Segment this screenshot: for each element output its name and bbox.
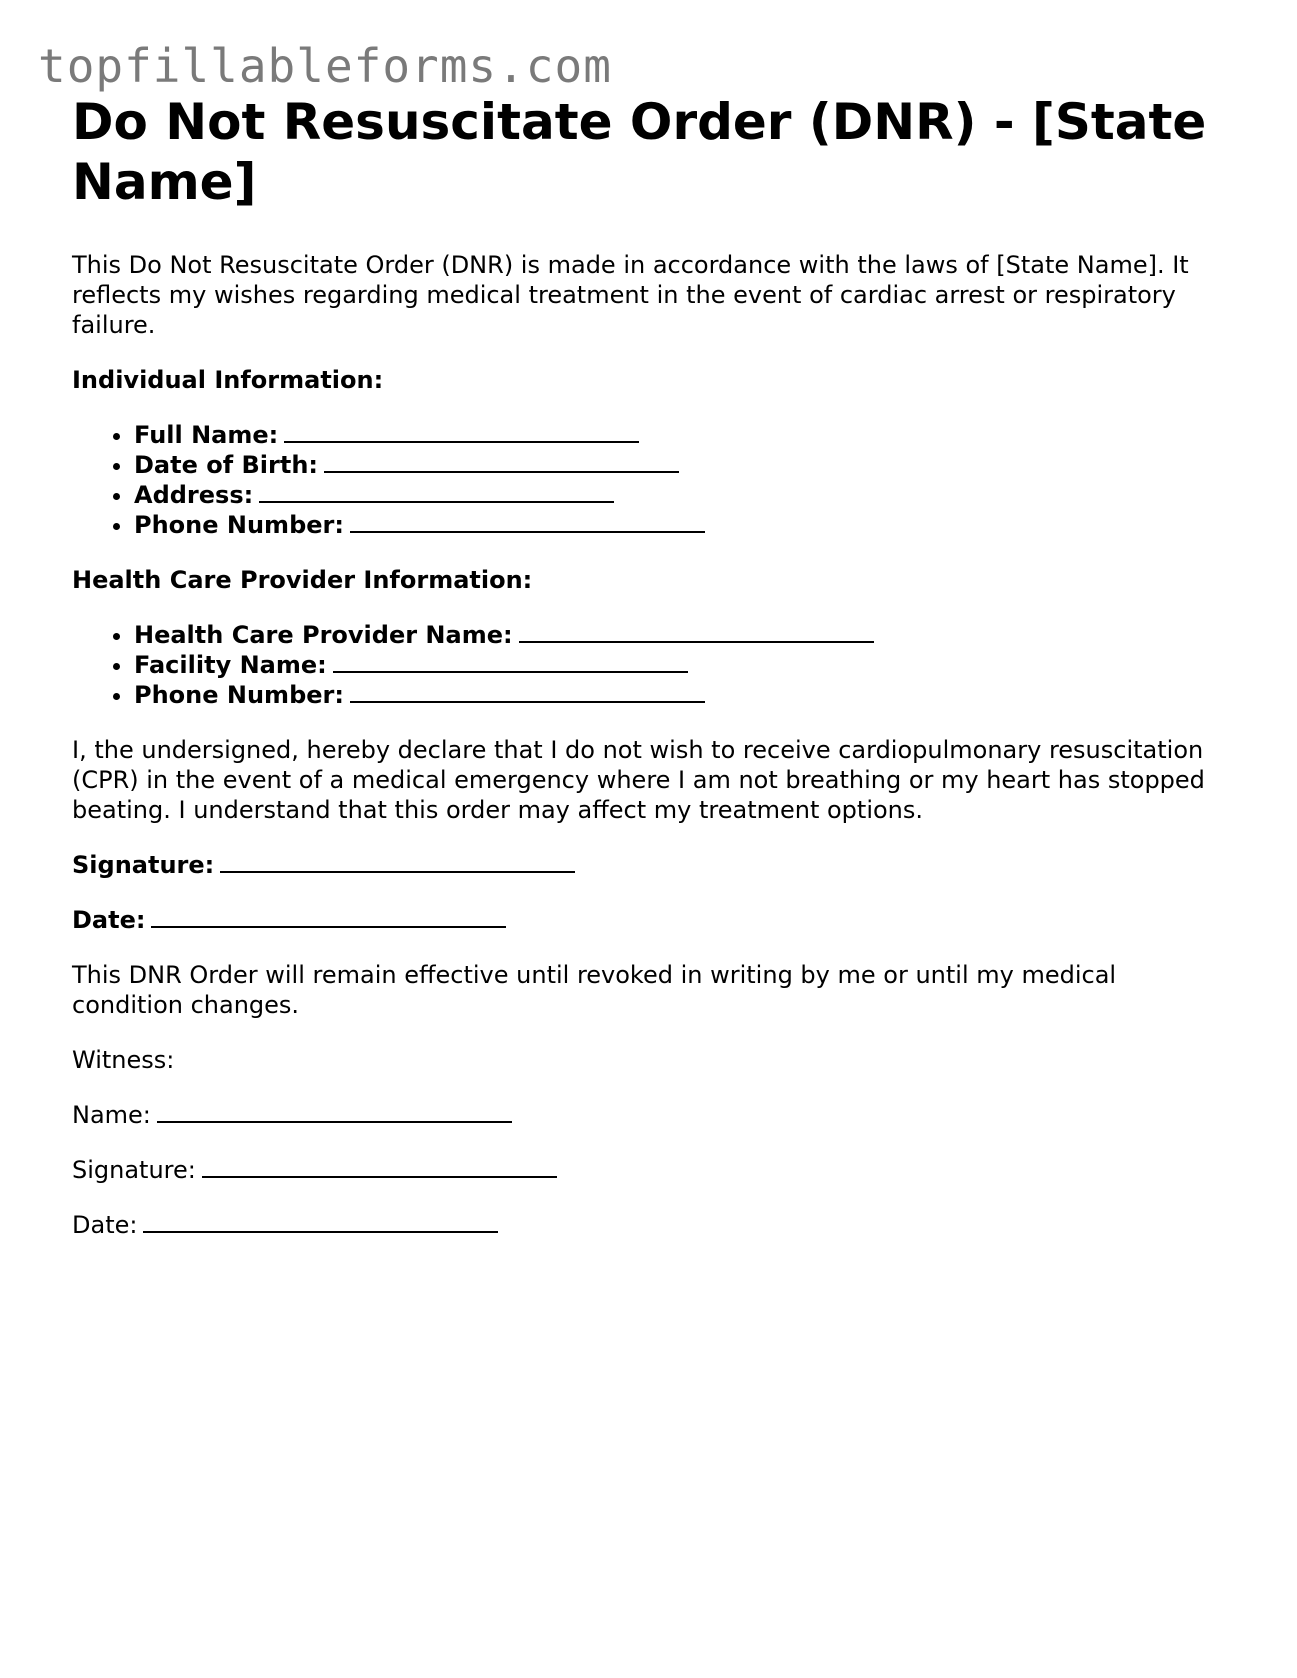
- witness-date-label: Date:: [72, 1211, 138, 1239]
- provider-phone-blank[interactable]: [350, 681, 705, 703]
- witness-signature-line: [72, 1155, 1232, 1185]
- witness-date-blank[interactable]: [143, 1211, 498, 1233]
- field-label: Phone Number:: [134, 681, 344, 709]
- signature-line: [72, 850, 1232, 880]
- witness-heading: Witness:: [72, 1046, 175, 1074]
- facility-name-field: [134, 650, 1232, 680]
- individual-info-list: [72, 420, 1232, 540]
- witness-name-label: Name:: [72, 1101, 151, 1129]
- date-of-birth-blank[interactable]: [324, 451, 679, 473]
- signature-label: Signature:: [72, 851, 215, 879]
- field-label: Date of Birth:: [134, 451, 319, 479]
- provider-name-field: [134, 620, 1232, 650]
- field-label: Address:: [134, 481, 254, 509]
- provider-info-heading: Health Care Provider Information:: [72, 566, 533, 594]
- signature-blank[interactable]: [220, 851, 575, 873]
- facility-name-blank[interactable]: [333, 651, 688, 673]
- intro-paragraph: This Do Not Resuscitate Order (DNR) is made in accordance with the laws of [State Name]. It reflects my wishes regarding medical treatment in the event of cardiac arrest or respiratory failure.: [72, 251, 1189, 339]
- date-line: [72, 905, 1232, 935]
- witness-name-blank[interactable]: [157, 1101, 512, 1123]
- address-field: [134, 480, 1232, 510]
- field-label: Full Name:: [134, 421, 279, 449]
- field-label: Facility Name:: [134, 651, 327, 679]
- effective-paragraph: This DNR Order will remain effective until revoked in writing by me or until my medical condition changes.: [72, 961, 1117, 1019]
- witness-signature-blank[interactable]: [202, 1156, 557, 1178]
- full-name-field: [134, 420, 1232, 450]
- full-name-blank[interactable]: [284, 421, 639, 443]
- provider-name-blank[interactable]: [519, 621, 874, 643]
- field-label: Phone Number:: [134, 511, 344, 539]
- document-page: [72, 92, 1232, 1240]
- date-blank[interactable]: [151, 906, 506, 928]
- declaration-paragraph: I, the undersigned, hereby declare that I do not wish to receive cardiopulmonary resuscitation (CPR) in the event of a medical emergency where I am not breathing or my heart has stopped beating. I understand that this order may affect my treatment options.: [72, 736, 1205, 824]
- provider-info-list: [72, 620, 1232, 710]
- date-of-birth-field: [134, 450, 1232, 480]
- field-label: Health Care Provider Name:: [134, 621, 513, 649]
- provider-phone-field: [134, 680, 1232, 710]
- watermark: topfillableforms.com: [38, 39, 612, 93]
- page-title: Do Not Resuscitate Order (DNR) - [State Name]: [72, 93, 1207, 211]
- address-blank[interactable]: [259, 481, 614, 503]
- date-label: Date:: [72, 906, 146, 934]
- witness-name-line: [72, 1100, 1232, 1130]
- phone-number-field: [134, 510, 1232, 540]
- phone-number-blank[interactable]: [350, 511, 705, 533]
- individual-info-heading: Individual Information:: [72, 366, 384, 394]
- witness-signature-label: Signature:: [72, 1156, 196, 1184]
- witness-date-line: [72, 1210, 1232, 1240]
